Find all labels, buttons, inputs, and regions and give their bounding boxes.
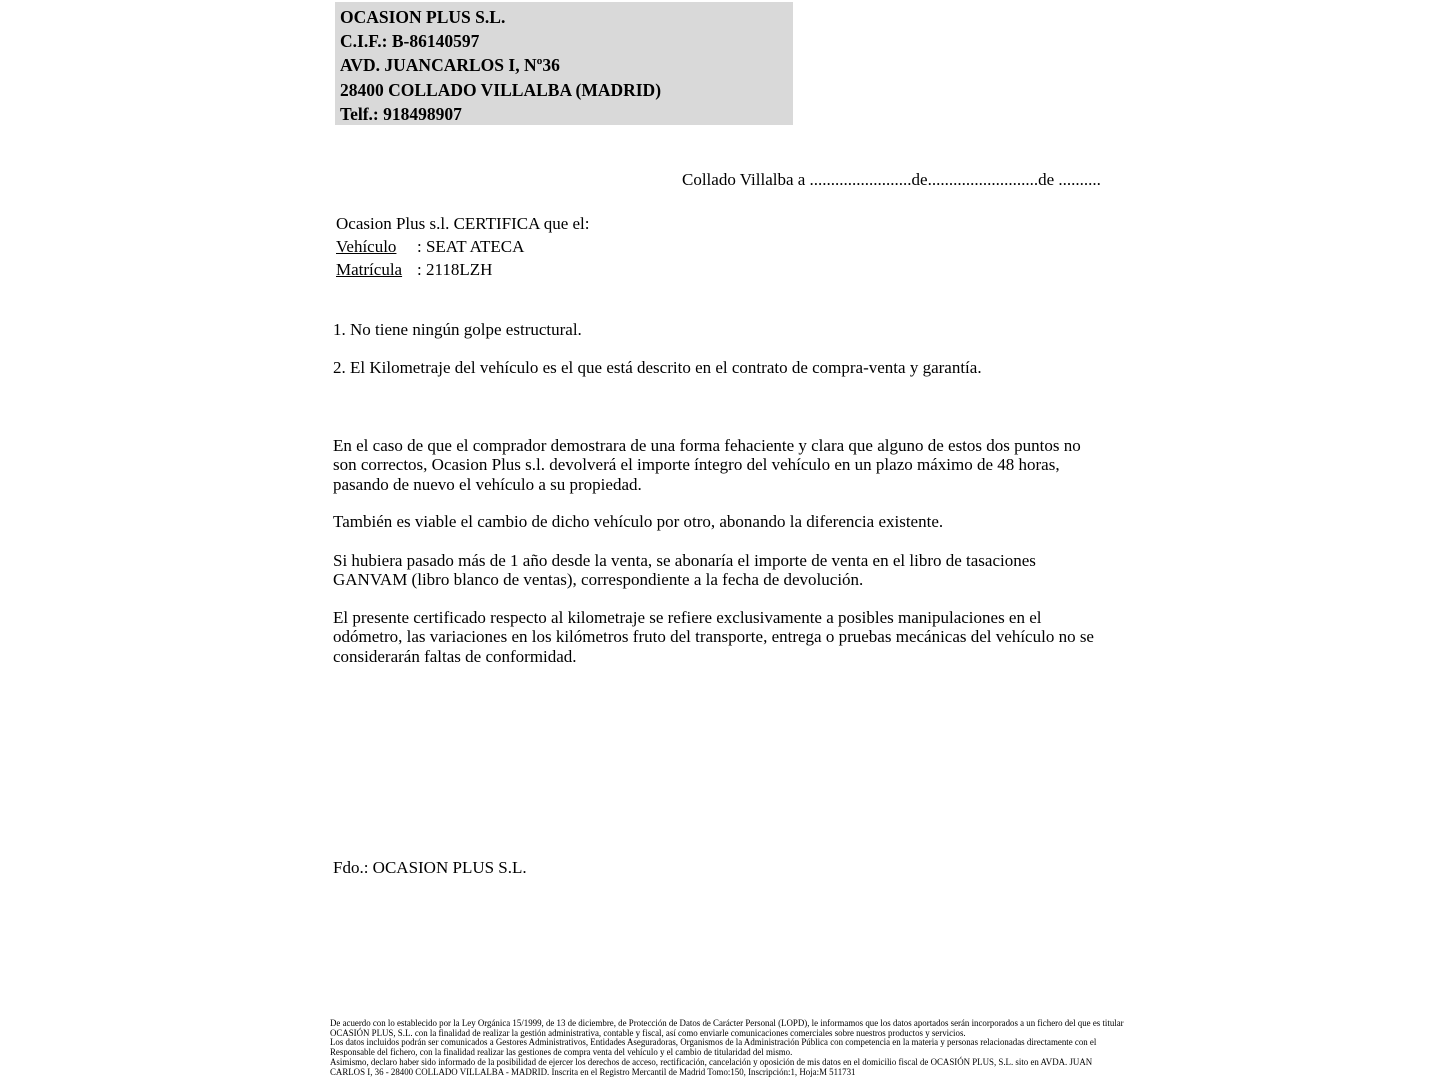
plate-label: Matrícula bbox=[336, 260, 403, 280]
company-city: 28400 COLLADO VILLALBA (MADRID) bbox=[340, 79, 662, 100]
legal-line-4: Responsable del fichero, con la finalidad realizar las gestiones de compra venta del vehículo y el cambio de titularidad del mismo. bbox=[330, 1047, 793, 1058]
condition-item-1: 1. No tiene ningún golpe estructural. bbox=[333, 320, 582, 339]
company-name: OCASION PLUS S.L. bbox=[340, 7, 506, 27]
legal-line-1: De acuerdo con lo establecido por la Ley Orgánica 15/1999, de 13 de diciembre, de Protección de Datos de Carácter Personal (LOPD), le informamos que los datos aportados serán incorporados a un fichero del que es titular bbox=[330, 1018, 1124, 1028]
vehicle-label: Vehículo bbox=[336, 237, 397, 257]
signature-line: Fdo.: OCASION PLUS S.L. bbox=[333, 858, 527, 877]
company-cif: C.I.F.: B-86140597 bbox=[340, 31, 480, 52]
letterhead-block bbox=[335, 2, 793, 125]
vehicle-value: : SEAT ATECA bbox=[417, 237, 525, 257]
vehicle-row bbox=[336, 235, 590, 258]
company-phone: Telf.: 918498907 bbox=[340, 103, 462, 124]
legal-line-5: Asimismo, declaro haber sido informado de la posibilidad de ejercer los derechos de acceso, rectificación, cancelación y oposición de mis datos en el domicilio fiscal de OCASIÓN PLUS, S.L. sito en AVDA. JUAN bbox=[330, 1056, 1093, 1067]
condition-item-2: 2. El Kilometraje del vehículo es el que está descrito en el contrato de compra-venta y garantía. bbox=[333, 358, 982, 377]
plate-value: : 2118LZH bbox=[417, 260, 493, 280]
legal-line-3: Los datos incluidos podrán ser comunicados a Gestores Administrativos, Entidades Aseguradoras, Organismos de la Administración Pública con competencia en la materia y personas relacionadas directamente con el bbox=[330, 1037, 1097, 1048]
legal-fine-print bbox=[330, 1019, 1124, 1077]
company-address: AVD. JUANCARLOS I, Nº36 bbox=[340, 55, 560, 76]
paragraph-exchange: También es viable el cambio de dicho vehículo por otro, abonando la diferencia existente. bbox=[333, 512, 944, 531]
legal-line-6: CARLOS I, 36 - 28400 COLLADO VILLALBA - MADRID. Inscrita en el Registro Mercantil de Madrid Tomo:150, Inscripción:1, Hoja:M 511731 bbox=[330, 1066, 856, 1077]
certification-intro: Ocasion Plus s.l. CERTIFICA que el: bbox=[336, 214, 590, 233]
plate-row bbox=[336, 258, 590, 281]
paragraph-refund: En el caso de que el comprador demostrara de una forma fehaciente y clara que alguno de estos dos puntos no son correctos, Ocasion Plus s.l. devolverá el importe íntegro del vehículo en un plazo máximo de 48 horas, pasando de nuevo el vehículo a su propiedad. bbox=[333, 436, 1081, 494]
legal-line-2: OCASIÓN PLUS, S.L. con la finalidad de realizar la gestión administrativa, contable y fiscal, así como enviarle comunicaciones comerciales sobre nuestros productos y servicios. bbox=[330, 1027, 966, 1038]
paragraph-ganvam: Si hubiera pasado más de 1 año desde la venta, se abonaría el importe de venta en el libro de tasaciones GANVAM (libro blanco de ventas), correspondiente a la fecha de devolución. bbox=[333, 551, 1036, 590]
date-line: Collado Villalba a ........................de..........................de .......... bbox=[682, 170, 1101, 189]
paragraph-odometer: El presente certificado respecto al kilometraje se refiere exclusivamente a posibles manipulaciones en el odómetro, las variaciones en los kilómetros fruto del transporte, entrega o pruebas mecánicas del vehículo no se considerarán faltas de conformidad. bbox=[333, 608, 1094, 666]
certification-block bbox=[336, 212, 590, 282]
